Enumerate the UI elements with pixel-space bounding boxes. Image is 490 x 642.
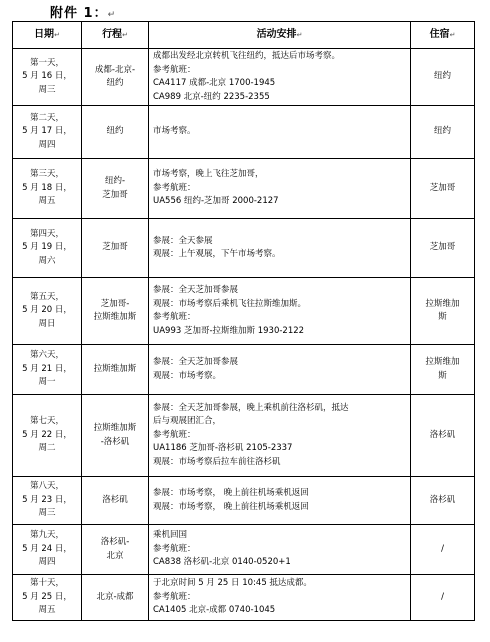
activity-cell-line: 参考航班： xyxy=(153,429,196,440)
activity-cell xyxy=(149,106,411,159)
date-cell xyxy=(13,525,82,575)
lodging-cell-line: 拉斯维加 xyxy=(425,298,460,309)
itinerary-row xyxy=(13,106,475,159)
route-cell-line: 拉斯维加斯 xyxy=(93,312,137,322)
activity-cell-line: 参考航班： xyxy=(153,182,196,193)
activity-cell-line: UA993 芝加哥-拉斯维加斯 1930-2122 xyxy=(153,325,305,336)
route-cell xyxy=(82,106,149,159)
activity-cell-line: 参考航班： xyxy=(153,64,196,75)
date-cell-line: 周五 xyxy=(38,196,56,207)
date-cell-line: 5 月 25 日， xyxy=(22,591,72,602)
lodging-cell xyxy=(411,49,475,106)
itinerary-row xyxy=(13,525,475,575)
route-cell-line: 拉斯维加斯 xyxy=(93,423,137,433)
attachment-heading: 附件 1：↵ xyxy=(50,6,117,21)
date-cell-line: 第四天， xyxy=(29,228,64,239)
lodging-cell xyxy=(411,106,475,159)
activity-cell-line: CA1405 北京-成都 0740-1045 xyxy=(153,605,276,616)
date-cell-line: 周一 xyxy=(38,377,56,388)
activity-cell xyxy=(149,278,411,345)
date-cell-line: 5 月 23 日， xyxy=(22,494,72,505)
lodging-cell xyxy=(411,477,475,525)
activity-cell-line: CA989 北京-纽约 2235-2355 xyxy=(153,91,270,102)
date-cell-line: 第十天， xyxy=(29,578,64,589)
activity-cell-line: 成都出发经北京转机飞往纽约，抵达后市场考察。 xyxy=(153,51,341,61)
route-cell-line: 纽约 xyxy=(106,78,124,88)
lodging-cell-line: 洛杉矶 xyxy=(429,429,456,440)
lodging-cell-line: 斯 xyxy=(438,312,447,322)
activity-cell-line: 观展：市场考察后拉车前往洛杉矶 xyxy=(153,456,281,467)
date-cell-line: 第七天， xyxy=(29,416,64,427)
activity-cell xyxy=(149,159,411,219)
lodging-cell xyxy=(411,345,475,395)
lodging-cell-line: / xyxy=(441,591,444,602)
date-cell-line: 周四 xyxy=(38,139,56,150)
itinerary-row xyxy=(13,477,475,525)
date-cell-line: 5 月 22 日， xyxy=(22,429,72,440)
activity-cell-line: 后与观展团汇合， xyxy=(153,416,222,427)
date-cell xyxy=(13,219,82,278)
route-cell xyxy=(82,219,149,278)
route-cell-line: 北京 xyxy=(106,550,124,561)
activity-cell-line: 参考航班： xyxy=(153,543,196,554)
activity-cell-line: CA838 洛杉矶-北京 0140-0520+1 xyxy=(153,557,291,568)
date-cell-line: 5 月 20 日， xyxy=(22,305,72,316)
date-cell-line: 第三天， xyxy=(29,169,64,180)
activity-cell-line: 参考航班： xyxy=(153,591,196,602)
route-cell xyxy=(82,345,149,395)
date-cell-line: 周三 xyxy=(38,84,56,95)
header-route: 行程↵ xyxy=(82,22,149,49)
route-cell xyxy=(82,575,149,621)
header-row xyxy=(13,22,475,49)
activity-cell-line: UA556 纽约-芝加哥 2000-2127 xyxy=(153,196,279,207)
activity-cell-line: 参考航班： xyxy=(153,312,196,322)
activity-cell xyxy=(149,219,411,278)
date-cell-line: 第九天， xyxy=(29,530,64,541)
activity-cell-line: 市场考察。 xyxy=(153,126,196,137)
header-lodging: 住宿↵ xyxy=(411,22,475,49)
activity-cell-line: 参展：全天芝加哥参展 xyxy=(153,357,239,367)
route-cell-line: 成都-北京- xyxy=(94,64,136,75)
date-cell-line: 周三 xyxy=(38,508,56,519)
route-cell xyxy=(82,477,149,525)
activity-cell-line: 观展：市场考察， 晚上前往机场乘机返回 xyxy=(153,501,309,512)
lodging-cell xyxy=(411,278,475,345)
activity-cell-line: 参展：全天芝加哥参展 xyxy=(153,285,239,295)
itinerary-row xyxy=(13,159,475,219)
date-cell-line: 周六 xyxy=(38,255,56,266)
route-cell-line: 洛杉矶 xyxy=(102,494,128,505)
itinerary-row xyxy=(13,395,475,477)
itinerary-row xyxy=(13,278,475,345)
lodging-cell xyxy=(411,395,475,477)
activity-cell-line: 参展：市场考察， 晚上前往机场乘机返回 xyxy=(153,488,309,498)
date-cell-line: 周五 xyxy=(38,605,56,616)
activity-cell-line: 于北京时间 5 月 25 日 10:45 抵达成都。 xyxy=(153,578,312,589)
route-cell xyxy=(82,278,149,345)
lodging-cell-line: 拉斯维加 xyxy=(425,357,460,367)
lodging-cell-line: 芝加哥 xyxy=(429,242,456,253)
date-cell xyxy=(13,49,82,106)
date-cell-line: 5 月 24 日， xyxy=(22,543,72,554)
activity-cell-line: 观展：上午观展，下午市场考察。 xyxy=(153,249,281,259)
lodging-cell-line: 纽约 xyxy=(433,126,451,137)
date-cell xyxy=(13,395,82,477)
activity-cell xyxy=(149,575,411,621)
activity-cell xyxy=(149,477,411,525)
date-cell xyxy=(13,477,82,525)
date-cell-line: 周四 xyxy=(38,557,56,568)
lodging-cell-line: / xyxy=(441,543,444,554)
date-cell xyxy=(13,575,82,621)
route-cell xyxy=(82,159,149,219)
date-cell-line: 5 月 17 日， xyxy=(22,126,72,137)
activity-cell-line: 观展：市场考察。 xyxy=(153,370,222,381)
itinerary-row xyxy=(13,219,475,278)
date-cell xyxy=(13,159,82,219)
header-date: 日期↵ xyxy=(13,22,82,49)
route-cell-line: 北京-成都 xyxy=(96,591,134,602)
route-cell-line: 拉斯维加斯 xyxy=(93,363,137,374)
date-cell-line: 5 月 16 日， xyxy=(22,71,72,82)
activity-cell xyxy=(149,395,411,477)
itinerary-table xyxy=(12,21,475,621)
date-cell-line: 第八天， xyxy=(29,481,64,492)
activity-cell-line: 观展：市场考察后乘机飞往拉斯维加斯。 xyxy=(153,298,307,309)
date-cell-line: 周日 xyxy=(38,318,56,329)
date-cell-line: 周二 xyxy=(38,443,56,454)
date-cell xyxy=(13,106,82,159)
lodging-cell xyxy=(411,159,475,219)
lodging-cell xyxy=(411,575,475,621)
header-activities: 活动安排↵ xyxy=(149,22,411,49)
route-cell-line: 纽约- xyxy=(104,176,126,186)
itinerary-row xyxy=(13,49,475,106)
lodging-cell xyxy=(411,525,475,575)
date-cell-line: 第五天， xyxy=(29,291,64,302)
itinerary-row xyxy=(13,345,475,395)
date-cell-line: 第一天， xyxy=(29,57,64,68)
route-cell xyxy=(82,525,149,575)
activity-cell xyxy=(149,345,411,395)
lodging-cell xyxy=(411,219,475,278)
lodging-cell-line: 斯 xyxy=(438,370,447,381)
date-cell-line: 第六天， xyxy=(29,350,64,361)
route-cell-line: 芝加哥 xyxy=(102,242,128,253)
date-cell-line: 第二天， xyxy=(29,112,64,123)
activity-cell xyxy=(149,525,411,575)
route-cell-line: 芝加哥 xyxy=(102,189,128,200)
route-cell xyxy=(82,395,149,477)
activity-cell-line: 乘机回国 xyxy=(153,530,188,541)
activity-cell-line: 市场考察，晚上飞往芝加哥， xyxy=(153,169,264,180)
route-cell-line: 纽约 xyxy=(106,126,124,137)
date-cell-line: 5 月 18 日， xyxy=(22,182,72,193)
itinerary-row xyxy=(13,575,475,621)
lodging-cell-line: 洛杉矶 xyxy=(429,494,456,505)
route-cell-line: 洛杉矶- xyxy=(100,537,130,547)
date-cell-line: 5 月 19 日， xyxy=(22,242,72,253)
activity-cell-line: UA1186 芝加哥-洛杉矶 2105-2337 xyxy=(153,443,293,454)
date-cell xyxy=(13,345,82,395)
date-cell xyxy=(13,278,82,345)
activity-cell-line: 参展：全天参展 xyxy=(153,235,213,246)
lodging-cell-line: 纽约 xyxy=(433,71,451,82)
route-cell-line: -洛杉矶 xyxy=(100,436,130,447)
route-cell xyxy=(82,49,149,106)
lodging-cell-line: 芝加哥 xyxy=(429,182,456,193)
route-cell-line: 芝加哥- xyxy=(100,298,130,309)
date-cell-line: 5 月 21 日， xyxy=(22,363,72,374)
activity-cell-line: 参展：全天芝加哥参展，晚上乘机前往洛杉矶，抵达 xyxy=(153,402,349,413)
activity-cell-line: CA4117 成都-北京 1700-1945 xyxy=(153,78,276,88)
paragraph-mark-icon: ↵ xyxy=(107,10,117,20)
activity-cell xyxy=(149,49,411,106)
